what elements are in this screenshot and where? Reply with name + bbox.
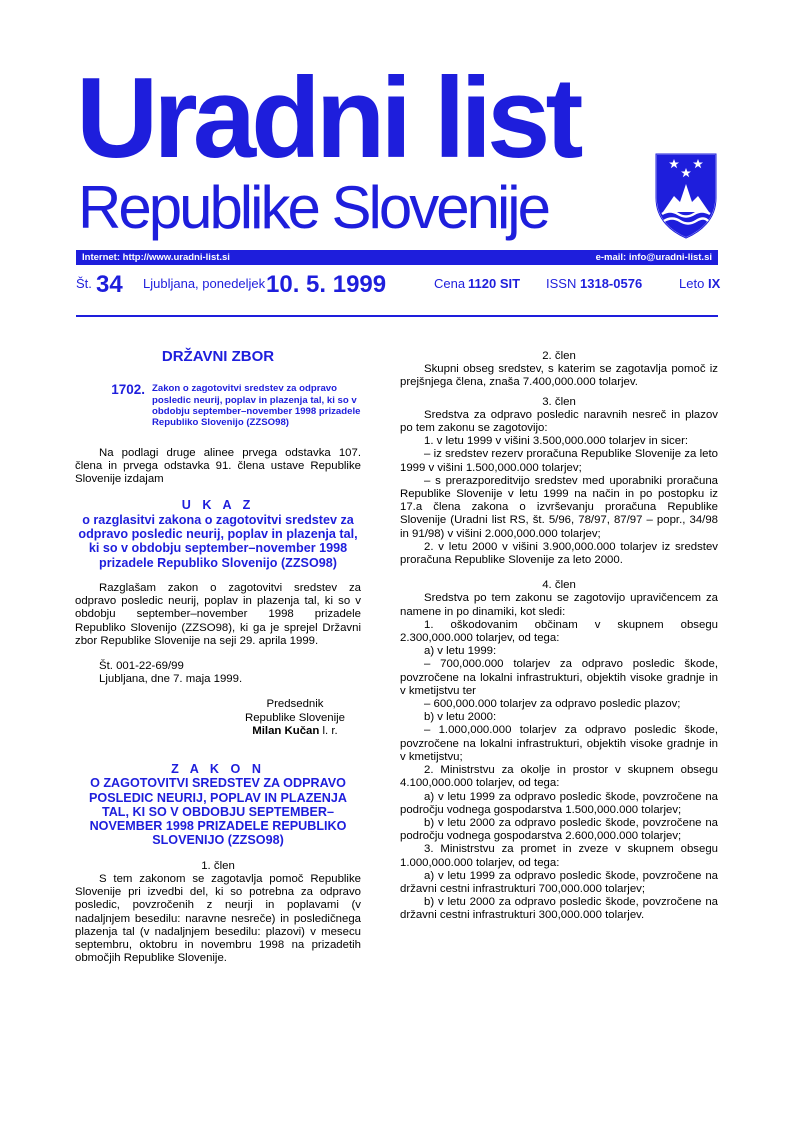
- article-4-paragraph: 3. Ministrstvu za promet in zveze v skupnem obsegu 1.000,000.000 tolarjev, od tega:: [400, 843, 718, 869]
- email-link[interactable]: e-mail: info@uradni-list.si: [595, 252, 712, 263]
- contact-bar: [76, 250, 718, 265]
- signature-line: [195, 725, 395, 738]
- article-4-paragraph: – 700,000.000 tolarjev za odpravo posledic škode, povzročene na lokalni infrastrukturi, objektih visoke gradnje in v kmetijstvu ter: [400, 658, 718, 697]
- article-4-paragraph: b) v letu 2000 za odpravo posledic škode, povzročene na državni cestni infrastrukturi 300,000.000 tolarjev.: [400, 896, 718, 922]
- article-4-paragraph: b) v letu 2000 za odpravo posledic škode, povzročene na področju vodnega gospodarstva 2.600,000.000 tolarjev;: [400, 816, 718, 843]
- article-4-paragraph: 1. oškodovanim občinam v skupnem obsegu 2.300,000.000 tolarjev, od tega:: [400, 618, 718, 645]
- article-3-title: 3. člen: [542, 395, 576, 408]
- article-3-paragraph: Sredstva za odpravo posledic naravnih nesreč in plazov po tem zakonu se zagotovijo:: [400, 408, 718, 435]
- ukaz-body: Razglašam zakon o zagotovitvi sredstev za odpravo posledic neurij, poplav in plazenja tal, ki so v obdobju september–november 1998 prizadele Republiko Slovenijo (ZZSO98), ki ga je sprejel Državni zbor Republike Slovenije na seji 29. aprila 1999.: [75, 581, 361, 647]
- reference-number: Št. 001-22-69/99: [99, 659, 184, 672]
- masthead-title: Uradni list: [76, 55, 579, 182]
- article-4-paragraph: a) v letu 1999 za odpravo posledic škode, povzročene na področju vodnega gospodarstva 1.500,000.000 tolarjev;: [400, 790, 718, 816]
- signature-org: Republike Slovenije: [244, 711, 346, 724]
- article-4-paragraph: 2. Ministrstvu za okolje in prostor v skupnem obsegu 4.100,000.000 tolarjev, od tega:: [400, 764, 718, 790]
- article-2-title: 2. člen: [542, 350, 576, 362]
- masthead-subtitle: Republike Slovenije: [78, 174, 548, 241]
- price-label: Cena: [434, 276, 466, 291]
- article-4-paragraph: a) v letu 1999 za odpravo posledic škode, povzročene na državni cestni infrastrukturi 700,000.000 tolarjev;: [400, 869, 718, 895]
- article-4-paragraph: – 600,000.000 tolarjev za odpravo posledic plazov;: [424, 698, 681, 711]
- issue-prefix: Št.: [76, 276, 92, 291]
- left-column: [75, 350, 361, 965]
- article-3-paragraph: 2. v letu 2000 v višini 3.900,000.000 tolarjev iz sredstev proračuna Republike Slovenije za leto 2000.: [400, 540, 718, 567]
- act-number: 1702.: [111, 382, 145, 398]
- signature-suffix: l. r.: [319, 724, 338, 737]
- article-3-paragraph: 1. v letu 1999 v višini 3.500,000.000 tolarjev in sicer:: [424, 435, 689, 448]
- article-3-paragraph: – s prerazporeditvijo sredstev med uporabniki proračuna Republike Slovenije v letu 1999 na način in po postopku iz 17.a člena zakona o izvrševanju proračuna Republike Slovenije (Uradni list RS, št. 5/96, 78/97, 87/97 – popr., 34/98 in 91/98) v višini 2.000,000.000 tolarjev;: [400, 474, 718, 540]
- article-4-paragraph: Sredstva po tem zakonu se zagotovijo upravičencem za namene in po dinamiki, kot sledi:: [400, 592, 718, 618]
- right-column: [400, 350, 718, 923]
- act-heading: [75, 383, 361, 429]
- year-value: IX: [708, 276, 721, 291]
- reference-date: Ljubljana, dne 7. maja 1999.: [99, 673, 243, 686]
- ukaz-subtitle: o razglasitvi zakona o zagotovitvi sredstev za odpravo posledic neurij, poplav in plazenja tal, ki so v obdobju september–november 1998 prizadele Republiko Slovenijo (ZZSO98): [78, 512, 358, 570]
- signature-name: Milan Kučan: [252, 724, 320, 737]
- signature-role: Predsednik: [266, 698, 324, 711]
- header-divider: [76, 315, 718, 317]
- act-title: Zakon o zagotovitvi sredstev za odpravo posledic neurij, poplav in plazenja tal, ki so v obdobju september–november 1998 prizadele Republiko Slovenijo (ZZSO98): [152, 383, 361, 429]
- place-day: Ljubljana, ponedeljek: [143, 276, 266, 291]
- issue-info-row: [76, 270, 721, 302]
- article-4-title: 4. člen: [542, 579, 576, 592]
- issn-label: ISSN: [546, 276, 577, 291]
- internet-link[interactable]: Internet: http://www.uradni-list.si: [82, 252, 230, 263]
- ukaz-title: U K A Z: [181, 498, 255, 513]
- zakon-title: Z A K O N: [171, 761, 265, 776]
- article-4-paragraph: a) v letu 1999:: [424, 645, 497, 658]
- year-label: Leto: [679, 276, 705, 291]
- article-2-body: Skupni obseg sredstev, s katerim se zagotavlja pomoč iz prejšnjega člena, znaša 7.400,000.000 tolarjev.: [400, 363, 718, 389]
- issue-date: 10. 5. 1999: [266, 271, 387, 298]
- article-1-title: 1. člen: [201, 859, 235, 872]
- article-4-paragraph: b) v letu 2000:: [424, 711, 497, 724]
- intro-paragraph: Na podlagi druge alinee prvega odstavka 107. člena in prvega odstavka 91. člena ustave Republike Slovenije izdajam: [75, 446, 361, 486]
- signature-block: [195, 698, 395, 738]
- issue-number: 34: [96, 271, 123, 298]
- article-3-paragraph: – iz sredstev rezerv proračuna Republike Slovenije za leto 1999 v višini 1.500,000.000 tolarjev;: [400, 448, 718, 474]
- issn-value: 1318-0576: [580, 276, 643, 291]
- section-title: DRŽAVNI ZBOR: [161, 348, 275, 365]
- price-value: 1120 SIT: [468, 276, 521, 291]
- zakon-subtitle: O ZAGOTOVITVI SREDSTEV ZA ODPRAVO POSLEDIC NEURIJ, POPLAV IN PLAZENJA TAL, KI SO V OBDOBJU SEPTEMBER–NOVEMBER 1998 PRIZADELE REPUBLIKO SLOVENIJO (ZZSO98): [89, 776, 347, 848]
- article-1-body: S tem zakonom se zagotavlja pomoč Republike Slovenije pri izvedbi del, ki so potrebna za odpravo posledic, povzročenih z neurji in poplavami (v nadaljnjem besedilu: naravne nesreče) in posledičnega plazenja tal (v nadaljnjem besedilu: plazovi) v mesecu septembru, oktobru in novembru 1998 na prizadetih območjih Republike Slovenije.: [75, 872, 361, 965]
- slovenia-coat-of-arms-icon: [652, 150, 720, 240]
- article-4-paragraph: – 1.000,000.000 tolarjev za odpravo posledic škode, povzročene na lokalni infrastrukturi, objektih visoke gradnje in v kmetijstvu;: [400, 724, 718, 763]
